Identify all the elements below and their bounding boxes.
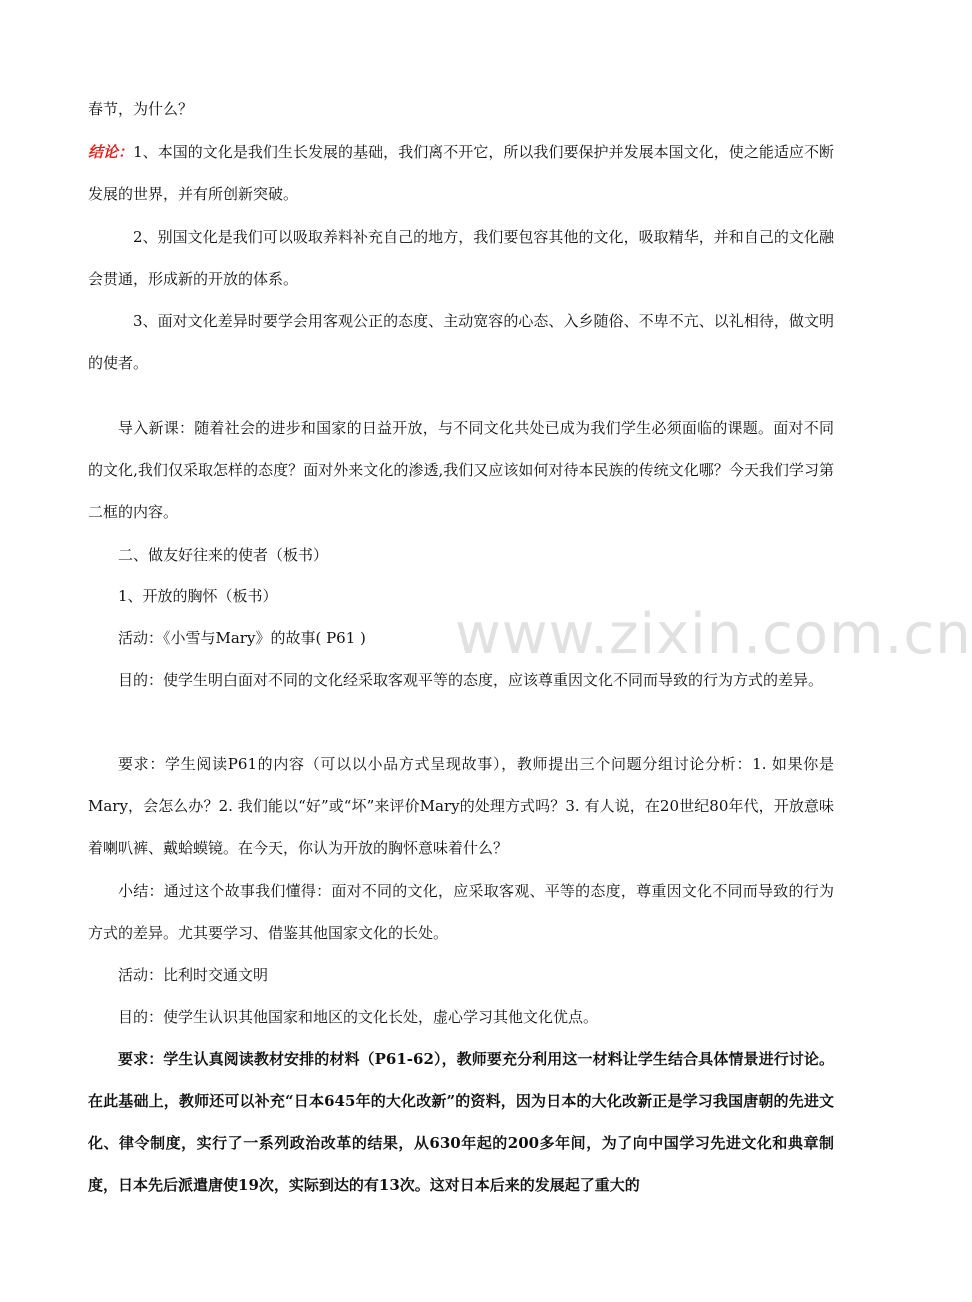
paragraph-spring-festival: 春节，为什么？	[88, 100, 194, 118]
paragraph-requirement-2: 要求：学生认真阅读教材安排的材料（P61-62），教师要充分利用这一材料让学生结合具体情景进行讨论。在此基础上，教师还可以补充“日本645年的大化改新”的资料，因为日本的大化改新正是学习我国唐朝的先进文化、律令制度，实行了一系列政治改革的结果，从630年起的200多年间，为了向中国学习先进文化和典章制度，日本先后派遣唐使19次，实际到达的有13次。这对日本后来的发展起了重大的	[88, 1050, 834, 1194]
paragraph-activity-2: 活动：比利时交通文明	[118, 966, 269, 984]
paragraph-conclusion-2: 2、别国文化是我们可以吸取养料补充自己的地方，我们要包容其他的文化，吸取精华，并和自己的文化融会贯通，形成新的开放的体系。	[88, 228, 834, 288]
paragraph-activity-1: 活动：《小雪与Mary》的故事( P61 )	[118, 629, 366, 647]
paragraph-conclusion-3: 3、面对文化差异时要学会用客观公正的态度、主动宽容的心态、入乡随俗、不卑不亢、以礼相待，做文明的使者。	[88, 312, 834, 372]
conclusion-label: 结论：	[88, 143, 134, 161]
paragraph-goal-2: 目的：使学生认识其他国家和地区的文化长处，虚心学习其他文化优点。	[118, 1008, 599, 1026]
paragraph-goal-1: 目的：使学生明白面对不同的文化经采取客观平等的态度，应该尊重因文化不同而导致的行为方式的差异。	[118, 671, 824, 689]
section-heading-2: 二、做友好往来的使者（板书）	[118, 546, 329, 564]
conclusion-1-text: 1、本国的文化是我们生长发展的基础，我们离不开它，所以我们要保护并发展本国文化，使之能适应不断发展的世界，并有所创新突破。	[88, 143, 834, 203]
paragraph-conclusion-1	[88, 131, 834, 215]
watermark: www.zixin.com.cn	[455, 602, 972, 667]
subheading-open-mind: 1、开放的胸怀（板书）	[118, 587, 278, 605]
paragraph-requirement-1: 要求：学生阅读P61的内容（可以以小品方式呈现故事），教师提出三个问题分组讨论分析：1. 如果你是Mary，会怎么办？2. 我们能以“好”或“坏”来评价Mary的处理方式吗？3. 有人说，在20世纪80年代，开放意味着喇叭裤、戴蛤蟆镜。在今天，你认为开放的胸怀意味着什么？	[88, 755, 834, 857]
paragraph-intro: 导入新课：随着社会的进步和国家的日益开放，与不同文化共处已成为我们学生必须面临的课题。面对不同的文化,我们仅采取怎样的态度？面对外来文化的渗透,我们又应该如何对待本民族的传统文化哪？今天我们学习第二框的内容。	[88, 419, 834, 521]
paragraph-summary-1: 小结：通过这个故事我们懂得：面对不同的文化，应采取客观、平等的态度，尊重因文化不同而导致的行为方式的差异。尤其要学习、借鉴其他国家文化的长处。	[88, 882, 834, 942]
